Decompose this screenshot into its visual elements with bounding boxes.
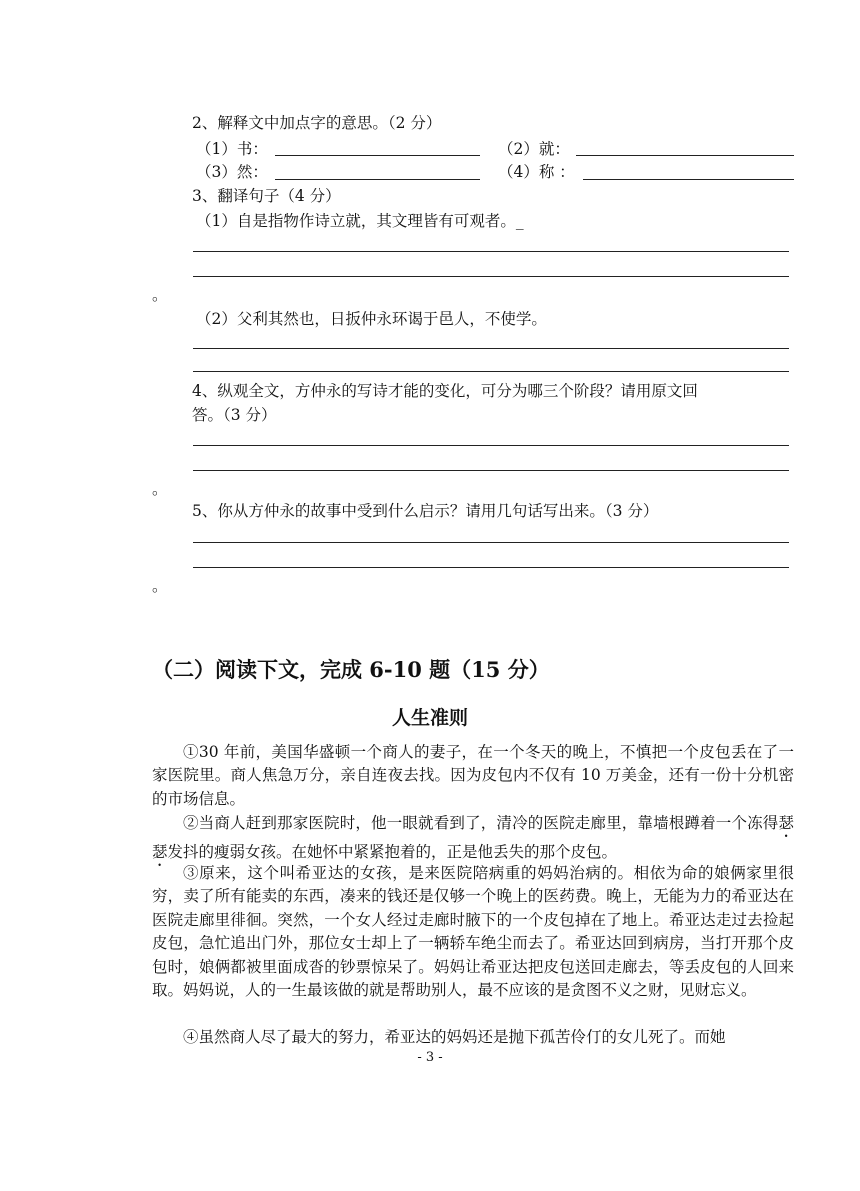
p2-text-before: ②当商人赶到那家医院时，他一眼就看到了，清冷的医院走廊里，靠墙根蹲着一个冻得 — [183, 814, 779, 832]
q5-answer-line-1[interactable] — [193, 542, 789, 543]
q2-item-4-label: （4）称 ： — [498, 163, 575, 181]
period-mark: 。 — [152, 286, 168, 304]
q2-item-1-answer-line[interactable] — [275, 155, 480, 156]
q2-stem: 2、解释文中加点字的意思。（2 分） — [192, 114, 442, 132]
q3-s1-answer-line-1[interactable] — [193, 251, 789, 252]
q3-s2-answer-line-2[interactable] — [193, 371, 789, 372]
q4-stem-line-2: 答。（3 分） — [192, 406, 277, 424]
q3-s1-answer-line-2[interactable] — [193, 276, 789, 277]
essay-title: 人生准则 — [391, 707, 468, 729]
q3-sentence-1: （1）自是指物作诗立就，其文理皆有可观者。_ — [196, 212, 524, 230]
q2-item-3-label: （3）然： — [196, 163, 268, 181]
p2-text-after: 发抖的瘦弱女孩。在她怀中紧紧抱着的，正是他丢失的那个皮包。 — [167, 843, 618, 861]
q3-s2-answer-line-1[interactable] — [193, 348, 789, 349]
essay-paragraph-4: ④虽然商人尽了最大的努力，希亚达的妈妈还是抛下孤苦伶仃的女儿死了。而她 — [183, 1028, 726, 1046]
q4-stem-line-1: 4、纵观全文，方仲永的写诗才能的变化，可分为哪三个阶段？请用原文回 — [192, 382, 698, 400]
q2-item-1-label: （1）书： — [196, 140, 268, 158]
q2-item-3-answer-line[interactable] — [275, 179, 480, 180]
q2-item-2-answer-line[interactable] — [576, 155, 794, 156]
q3-stem: 3、翻译句子（4 分） — [192, 187, 341, 205]
period-mark: 。 — [152, 480, 168, 498]
q4-answer-line-2[interactable] — [193, 470, 789, 471]
q3-sentence-2: （2）父利其然也，日扳仲永环谒于邑人，不使学。 — [196, 310, 547, 328]
p2-dotted-word: 瑟瑟 — [152, 814, 794, 861]
section-2-title: （二）阅读下文，完成 6-10 题（15 分） — [152, 657, 550, 682]
page-number: - 3 - — [417, 1050, 443, 1065]
q5-stem: 5、你从方仲永的故事中受到什么启示？请用几句话写出来。（3 分） — [192, 502, 659, 520]
period-mark: 。 — [152, 577, 168, 595]
q2-item-4-answer-line[interactable] — [583, 179, 794, 180]
essay-paragraph-3: ③原来，这个叫希亚达的女孩，是来医院陪病重的妈妈治病的。相依为命的娘俩家里很穷，卖了所有能卖的东西，凑来的钱还是仅够一个晚上的医药费。晚上，无能为力的希亚达在医院走廊里徘徊。突然，一个女人经过走廊时腋下的一个皮包掉在了地上。希亚达走过去捡起皮包，急忙追出门外，那位女士却上了一辆轿车绝尘而去了。希亚达回到病房，当打开那个皮包时，娘俩都被里面成沓的钞票惊呆了。妈妈让希亚达把皮包送回走廊去，等丢皮包的人回来取。妈妈说，人的一生最该做的就是帮助别人，最不应该的是贪图不义之财，见财忘义。 — [152, 864, 794, 1000]
q5-answer-line-2[interactable] — [193, 567, 789, 568]
q2-item-2-label: （2）就： — [498, 140, 570, 158]
essay-paragraph-1: ①30 年前，美国华盛顿一个商人的妻子，在一个冬天的晚上，不慎把一个皮包丢在了一家医院里。商人焦急万分，亲自连夜去找。因为皮包内不仅有 10 万美金，还有一份十分机密的市场信息。 — [152, 743, 794, 808]
q4-answer-line-1[interactable] — [193, 445, 789, 446]
